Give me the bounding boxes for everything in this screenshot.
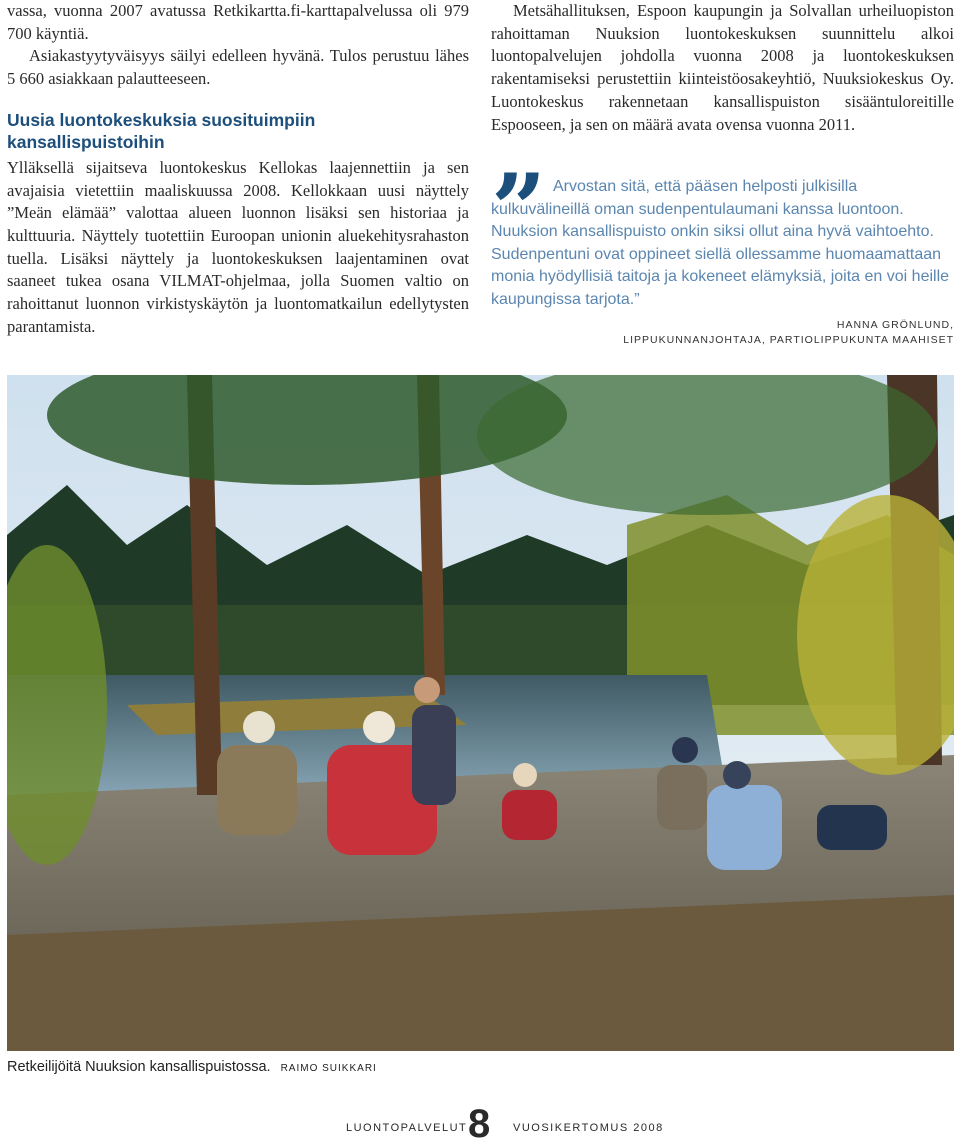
- caption-text: Retkeilijöitä Nuuksion kansallispuistossa.: [7, 1059, 271, 1075]
- photo-caption: [7, 1059, 954, 1075]
- quote-author: [491, 318, 954, 348]
- quote-author-role: LIPPUKUNNANJOHTAJA, PARTIOLIPPUKUNTA MAAHISET: [623, 333, 954, 346]
- quote-mark-icon: ”: [491, 153, 547, 266]
- body-paragraph: vassa, vuonna 2007 avatussa Retkikartta.fi-karttapalvelussa oli 979 700 käyntiä.: [7, 1, 469, 43]
- photo-credit: RAIMO SUIKKARI: [280, 1063, 377, 1074]
- photo-illustration: [7, 375, 954, 1051]
- photo-hikers-nuuksio: [7, 375, 954, 1051]
- footer-publication-label: VUOSIKERTOMUS 2008: [513, 1122, 664, 1134]
- right-column: [491, 0, 954, 136]
- quote-author-name: HANNA GRÖNLUND,: [836, 318, 954, 331]
- pull-quote: [491, 153, 954, 348]
- left-column: [7, 0, 469, 338]
- body-paragraph: Asiakastyytyväisyys säilyi edelleen hyvänä. Tulos perustuu lähes 5 660 asiakkaan palautteeseen.: [7, 46, 469, 89]
- quote-text: Arvostan sitä, että pääsen helposti julkisilla kulkuvälineillä oman sudenpentulaumani kanssa luontoon. Nuuksion kansallispuisto onkin siksi ollut aina hyvä vaihtoehto. Sudenpentuni ovat oppineet siellä ollessamme huomaamattaan monia hyödyllisiä taitoja ja kokeneet elämyksiä, joita en voi heille kaupungissa tarjota.”: [491, 178, 950, 308]
- body-paragraph: Metsähallituksen, Espoon kaupungin ja Solvallan urheiluopiston rahoittaman Nuuksion luontokeskuksen suunnittelu alkoi luontopalvelujen johdolla vuonna 2008 ja luontokeskuksen rakentamiseksi perustettiin kiinteistöosakeyhtiö, Nuuksiokeskus Oy. Luontokeskus rakennetaan kansallispuiston sisääntuloreitille Espooseen, ja sen on määrä avata ovensa vuonna 2011.: [491, 1, 954, 134]
- footer-section-label: LUONTOPALVELUT: [346, 1122, 468, 1134]
- page-footer: [0, 1102, 960, 1146]
- body-paragraph: Ylläksellä sijaitseva luontokeskus Kellokas laajennettiin ja sen avajaisia vietettiin maaliskuussa 2008. Kellokkaan uusi näyttely ”Meän elämää” valottaa alueen luonnon lisäksi sen historiaa ja kulttuuria. Näyttely tuotettiin Euroopan unionin aluekehitysrahaston tuella. Lisäksi näyttely ja luontokeskuksen laajentaminen ovat saaneet tukea osana VILMAT-ohjelmaa, jolla Suomen valtio on rahoittanut luonnon virkistyskäytön ja luontomatkailun edellytysten parantamista.: [7, 157, 469, 336]
- section-heading: Uusia luontokeskuksia suosituimpiin kansallispuistoihin: [7, 109, 316, 152]
- page-number: 8: [468, 1102, 491, 1146]
